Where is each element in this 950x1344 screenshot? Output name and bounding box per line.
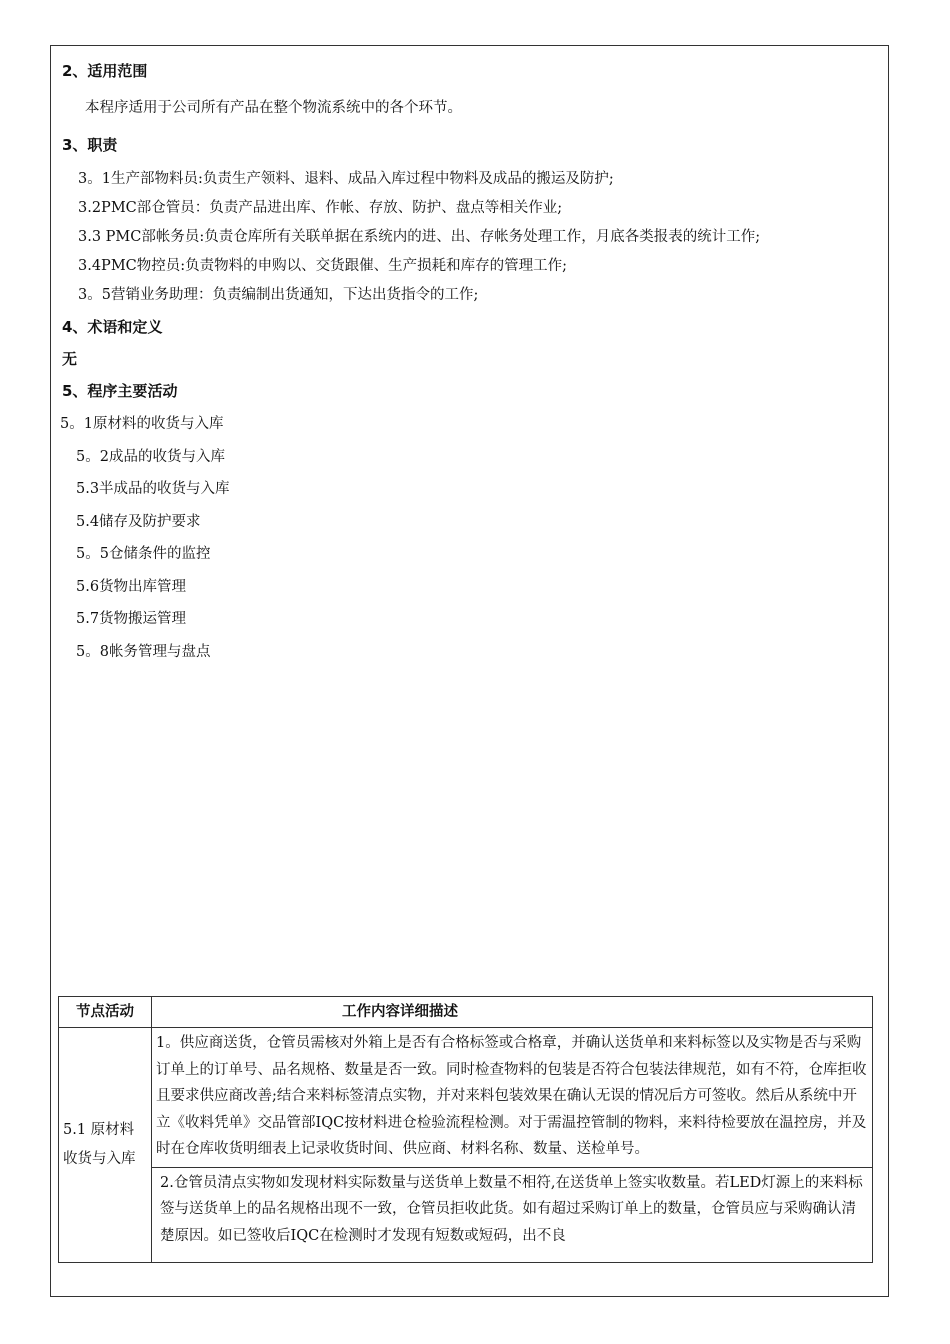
- desc-cell: 1。供应商送货，仓管员需核对外箱上是否有合格标签或合格章，并确认送货单和来料标签以及实物是否与采购订单上的订单号、品名规格、数量是否一致。同时检查物料的包装是否符合包装法律规范，如有不符，仓库拒收且要求供应商改善;结合来料标签清点实物，并对来料包装效果在确认无误的情况后方可签收。然后从系统中开立《收料凭单》交品管部IQC按材料进仓检验流程检测。对于需温控管制的物料，来料待检要放在温控房，并及时在仓库收货明细表上记录收货时间、供应商、材料名称、数量、送检单号。: [152, 1028, 873, 1168]
- table-header-row: [59, 997, 873, 1028]
- desc-cell: 2.仓管员清点实物如发现材料实际数量与送货单上数量不相符,在送货单上签实收数量。若LED灯源上的来料标签与送货单上的品名规格出现不一致，仓管员拒收此货。如有超过采购订单上的数量，仓管员应与采购确认清楚原因。如已签收后IQC在检测时才发现有短数或短码，出不良: [152, 1167, 873, 1262]
- duty-heading: 3、职责: [62, 136, 118, 154]
- col-header-desc: 工作内容详细描述: [152, 997, 873, 1028]
- activity-item: 5。2成品的收货与入库: [76, 449, 225, 465]
- col-header-node: 节点活动: [59, 997, 152, 1028]
- activity-item: 5.4储存及防护要求: [76, 514, 201, 530]
- terms-text: 无: [62, 350, 78, 368]
- activity-item: 5。8帐务管理与盘点: [76, 644, 211, 660]
- duty-item: 3.3 PMC部帐务员:负责仓库所有关联单据在系统内的进、出、存帐务处理工作，月底各类报表的统计工作;: [78, 229, 761, 245]
- duty-item: 3。1生产部物料员:负责生产领料、退料、成品入库过程中物料及成品的搬运及防护;: [78, 171, 614, 187]
- table-row: [59, 1167, 873, 1262]
- scope-heading: 2、适用范围: [62, 62, 148, 80]
- table-row: [59, 1028, 873, 1168]
- activity-detail-table: [58, 996, 873, 1263]
- activity-item: 5.7货物搬运管理: [76, 611, 187, 627]
- duty-item: 3.2PMC部仓管员：负责产品进出库、作帐、存放、防护、盘点等相关作业;: [78, 200, 563, 216]
- activity-item: 5。5仓储条件的监控: [76, 546, 211, 562]
- terms-heading: 4、术语和定义: [62, 318, 163, 336]
- duty-item: 3.4PMC物控员:负责物料的申购以、交货跟催、生产损耗和库存的管理工作;: [78, 258, 568, 274]
- activity-item: 5。1原材料的收货与入库: [60, 416, 224, 432]
- activities-heading: 5、程序主要活动: [62, 382, 178, 400]
- activity-item: 5.3半成品的收货与入库: [76, 481, 230, 497]
- duty-item: 3。5营销业务助理：负责编制出货通知，下达出货指令的工作;: [78, 287, 479, 303]
- activity-item: 5.6货物出库管理: [76, 579, 187, 595]
- scope-text: 本程序适用于公司所有产品在整个物流系统中的各个环节。: [85, 100, 462, 116]
- node-cell: 5.1 原材料收货与入库: [59, 1028, 152, 1263]
